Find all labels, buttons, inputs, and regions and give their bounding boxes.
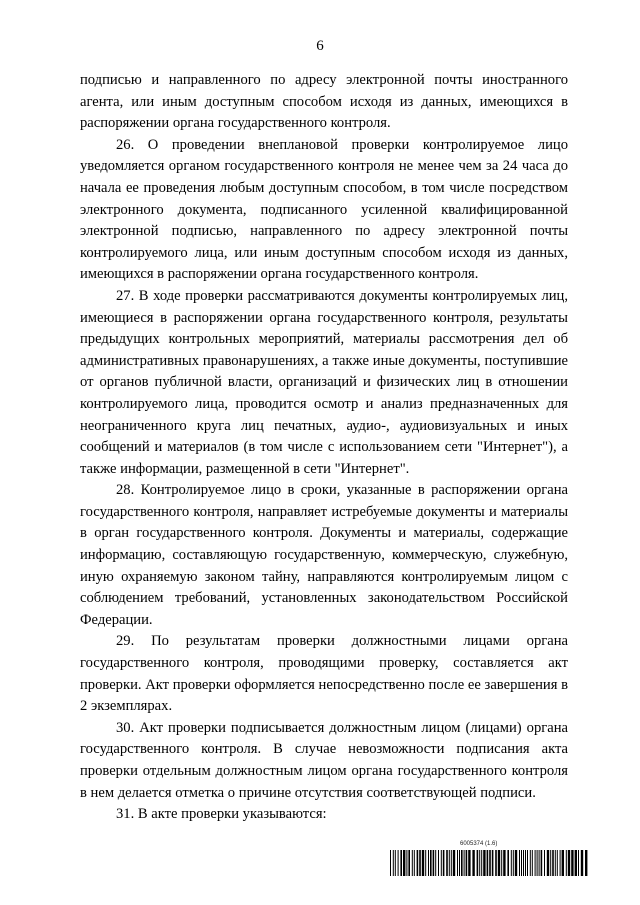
paragraph-30: 30. Акт проверки подписывается должностным лицом (лицами) органа государственного контроля. В случае невозможности подписания акта проверки отдельным должностным лицом органа государственного контроля в нем делается отметка о причине отсутствия соответствующей подписи.: [80, 719, 568, 801]
paragraph-28: 28. Контролируемое лицо в сроки, указанные в распоряжении органа государственного контроля, направляет истребуемые документы и материалы в орган государственного контроля. Документы и материалы, содержащие информацию, составляющую государственную, коммерческую, служебную, иную охраняемую законом тайну, направляются контролируемым лицом с соблюдением требований, установленных законодательством Российской Федерации.: [80, 482, 568, 628]
stamp-code: 6005374 (1.6): [460, 841, 498, 847]
paragraph-continuation: подписью и направленного по адресу электронной почты иностранного агента, или иным доступным способом исходя из данных, имеющихся в распоряжении органа государственного контроля.: [80, 72, 568, 132]
document-stamp: [390, 840, 590, 880]
paragraph-26: 26. О проведении внеплановой проверки контролируемое лицо уведомляется органом государственного контроля не менее чем за 24 часа до начала ее проведения любым доступным способом, в том числе посредством электронного документа, подписанного усиленной квалифицированной электронной подписью, направленного по адресу электронной почты контролируемого лица, или иным доступным способом исходя из данных, имеющихся в распоряжении органа государственного контроля.: [80, 136, 568, 283]
paragraph-29: 29. По результатам проверки должностными лицами органа государственного контроля, проводящими проверку, составляется акт проверки. Акт проверки оформляется непосредственно после ее завершения в 2 экземплярах.: [80, 633, 568, 715]
page-number: 6: [316, 38, 324, 54]
paragraph-31: 31. В акте проверки указываются:: [116, 806, 327, 823]
body-text: [80, 70, 568, 826]
paragraph-27: 27. В ходе проверки рассматриваются документы контролируемых лиц, имеющиеся в распоряжении органа государственного контроля, результаты предыдущих контрольных мероприятий, материалы рассмотрения дел об административных правонарушениях, а также иные документы, поступившие от органов публичной власти, организаций и физических лиц в отношении контролируемого лица, проводится осмотр и анализ предназначенных для неограниченного круга лиц печатных, аудио-, аудиовизуальных и иных сообщений и материалов (в том числе с использованием сети "Интернет"), а также информации, размещенной в сети "Интернет".: [80, 287, 568, 477]
barcode-image: [390, 850, 590, 876]
